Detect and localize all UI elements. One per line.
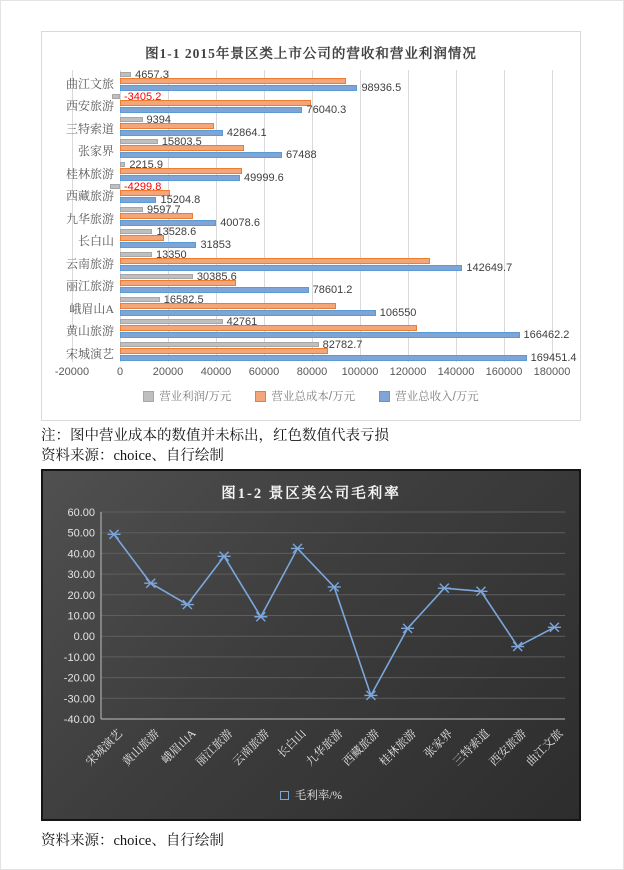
bar-profit [120,319,223,324]
x-category-label: 西安旅游 [487,727,529,769]
bar-value-label-revenue: 98936.5 [361,82,402,94]
y-tick-label: 40.00 [67,548,95,561]
legend-label-revenue: 营业总收入/万元 [395,391,479,403]
fig1-gridline [456,70,457,362]
x-tick-label: 20000 [152,366,184,378]
bar-value-label-revenue: 49999.6 [243,171,284,184]
bar-profit [120,297,160,302]
y-tick-label: -10.00 [63,651,95,664]
x-category-label: 张家界 [422,727,456,761]
y-tick-label: 50.00 [67,527,95,540]
bar-value-label-profit: 4657.3 [135,69,169,81]
y-tick-label: 20.00 [67,589,95,602]
bar-profit [120,162,125,167]
bar-revenue [120,332,520,338]
note-line-1: 注：图中营业成本的数值并未标出，红色数值代表亏损 [41,428,389,444]
legend-item-cost [255,388,355,404]
bar-revenue [120,130,223,136]
bar-value-label-profit: 13528.6 [156,226,197,239]
category-label: 三特索道 [65,121,114,136]
legend-label-gross-margin: 毛利率/% [294,790,343,802]
bar-value-label-profit: 9394 [146,113,172,126]
figure-2-legend [43,787,579,803]
bar-revenue [120,197,156,203]
x-tick-label: 140000 [437,366,475,378]
category-label: 曲江文旅 [65,77,114,91]
category-label: 西藏旅游 [65,189,114,204]
fig1-gridline [504,70,505,362]
category-label: 桂林旅游 [65,166,114,181]
bar-profit [120,342,319,347]
x-category-label: 曲江文旅 [524,727,566,769]
gross-margin-line-series [114,534,554,695]
bar-profit [120,229,152,234]
legend-item-profit [143,388,231,404]
figure-1-legend [42,388,580,404]
bar-value-label-profit: 15803.5 [161,136,202,149]
category-label: 黄山旅游 [65,324,114,339]
category-label: 丽江旅游 [65,279,114,294]
bar-cost [120,348,328,354]
category-label: 长白山 [77,234,114,249]
category-label: 西安旅游 [65,99,114,114]
figure-2-title: 图1-2 景区类公司毛利率 [221,486,401,502]
y-tick-label: -30.00 [63,693,95,706]
legend-swatch-profit [143,391,154,402]
figure-1-title: 图1-1 2015年景区类上市公司的营收和营业利润情况 [145,46,477,61]
y-tick-label: 0.00 [73,631,95,644]
x-tick-label: 80000 [296,366,328,378]
bar-value-label-profit: 42761 [226,316,258,329]
fig1-gridline [264,70,265,362]
bar-profit [120,117,143,122]
bar-value-label-revenue: 76040.3 [306,104,347,117]
legend-swatch-revenue [379,391,390,402]
bottom-source-line: 资料来源：choice、自行绘制 [41,833,224,849]
data-point-markers [108,530,561,700]
x-category-label: 九华旅游 [304,727,346,769]
x-category-label: 黄山旅游 [120,727,162,769]
fig1-gridline [360,70,361,362]
bar-value-label-profit: -3405.2 [124,91,162,104]
bar-profit [120,252,152,257]
bar-revenue [120,152,282,158]
bar-revenue [120,242,196,248]
x-tick-label: -20000 [54,366,90,378]
bar-revenue [120,107,302,113]
x-tick-label: 120000 [389,366,427,378]
bar-value-label-revenue: 142649.7 [466,261,513,274]
bar-value-label-revenue: 31853 [200,239,232,252]
x-tick-label: 100000 [341,366,379,378]
bar-value-label-profit: 82782.7 [322,338,363,351]
x-category-label: 长白山 [275,727,309,761]
y-tick-label: -20.00 [63,672,95,685]
x-tick-label: 0 [116,366,124,378]
bar-profit [120,274,193,279]
bar-value-label-revenue: 67488 [285,149,317,162]
figure-1-x-axis [54,366,571,380]
bar-value-label-revenue: 78601.2 [312,284,353,297]
bar-profit [120,207,143,212]
bar-cost [120,325,417,331]
x-tick-label: 180000 [533,366,571,378]
bar-revenue [120,85,357,91]
bar-revenue [120,175,240,181]
x-tick-label: 60000 [248,366,280,378]
category-label: 峨眉山A [69,301,114,316]
bar-value-label-profit: -4299.8 [124,181,162,194]
figure-2-line-chart [41,469,581,821]
bar-value-label-revenue: 106550 [379,306,417,319]
x-category-label: 三特索道 [451,727,493,769]
bar-value-label-profit: 30385.6 [196,271,237,284]
legend-label-cost: 营业总成本/万元 [271,391,356,403]
x-tick-label: 40000 [200,366,232,378]
bar-value-label-revenue: 40078.6 [220,216,260,229]
legend-marker-gross-margin [280,791,289,800]
bar-value-label-revenue: 166462.2 [523,329,570,342]
bar-revenue [120,310,376,316]
bar-profit [120,139,158,144]
bar-value-label-profit: 16582.5 [163,293,204,306]
x-category-label: 云南旅游 [230,727,272,769]
figure-2-plot-area [43,471,579,819]
figure-1-plot-area [65,69,577,364]
y-tick-label: -40.00 [63,714,95,726]
legend-label-profit: 营业利润/万元 [159,391,232,403]
x-category-label: 峨眉山A [159,727,199,767]
category-label: 张家界 [77,144,114,159]
bar-profit [112,94,120,99]
legend-swatch-cost [255,391,266,402]
bar-value-label-revenue: 15204.8 [160,194,201,207]
fig1-gridline [552,70,553,362]
x-category-label: 丽江旅游 [194,727,236,769]
bar-profit [110,184,120,189]
bar-value-label-revenue: 42864.1 [226,126,267,139]
bar-value-label-profit: 13350 [156,248,187,261]
bar-value-label-profit: 2215.9 [129,158,163,171]
bar-value-label-profit: 9597.7 [147,203,181,216]
legend-item-revenue [379,388,479,404]
x-tick-label: 160000 [485,366,523,378]
bar-revenue [120,355,527,361]
bar-revenue [120,265,462,271]
category-label: 宋城演艺 [65,346,114,361]
bar-cost [120,303,336,309]
bar-revenue [120,220,216,226]
x-category-label: 西藏旅游 [341,727,383,769]
x-category-label: 桂林旅游 [377,727,419,769]
y-tick-label: 10.00 [67,610,95,623]
bar-revenue [120,287,309,293]
bar-profit [120,72,131,77]
bar-value-label-revenue: 169451.4 [530,351,577,364]
y-tick-label: 30.00 [67,569,95,582]
category-label: 云南旅游 [65,256,114,271]
figure-1-bar-chart [41,31,581,421]
note-line-2: 资料来源：choice、自行绘制 [41,448,224,464]
y-tick-label: 60.00 [67,507,95,519]
category-label: 九华旅游 [65,211,114,226]
x-category-label: 宋城演艺 [84,727,126,769]
